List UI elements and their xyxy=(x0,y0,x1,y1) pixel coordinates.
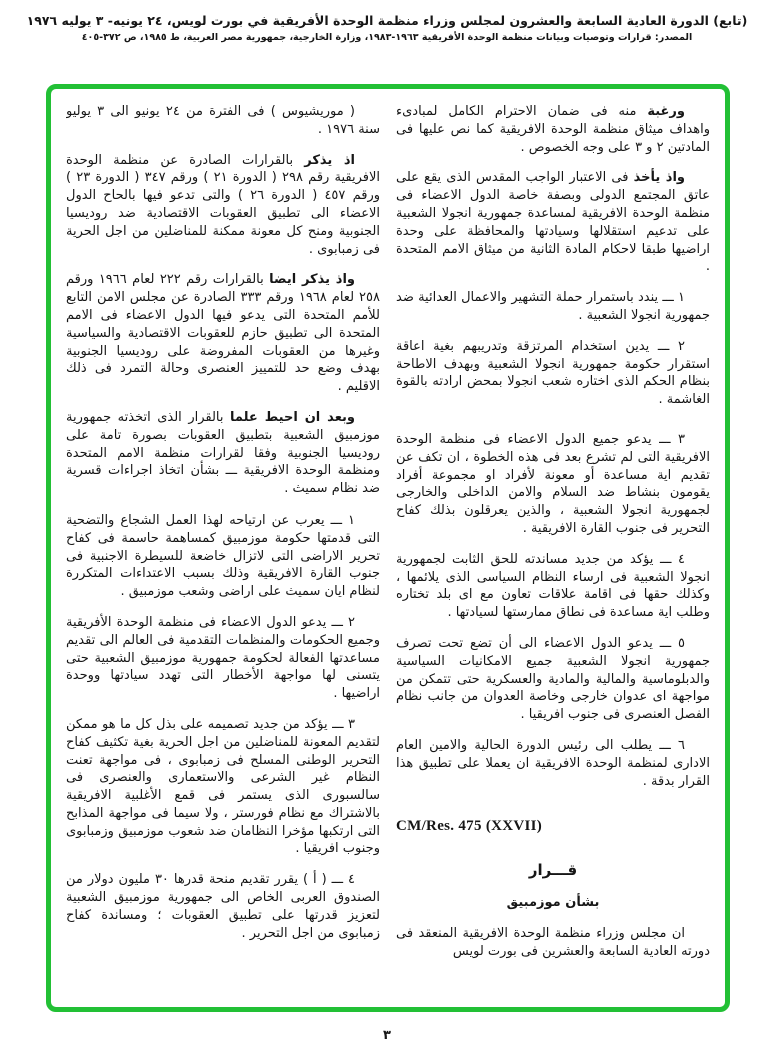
paragraph-noting-decision xyxy=(66,409,380,498)
paragraph-text: ٣ ـــ يدعو جميع الدول الاعضاء فى منظمة الوحدة الافريقية التى لم تشرع بعد فى هذه الخطوة ، ان تكف عن تقديم اية مساعدة أو معونة لأفراد او مجموعة أفراد يقومون بنشاط ضد السلام والامن الداخلى والخارجى لجمهورية انجولا الشعبية ، والذين يعرقلون بذلك كفاح التحرير فى جنوب القارة الافريقية . xyxy=(396,431,710,536)
paragraph-preamble-duty xyxy=(396,169,710,276)
paragraph-lead: اذ يذكر xyxy=(304,152,355,168)
paragraph-item-2 xyxy=(396,338,710,409)
column-left xyxy=(66,103,380,999)
paragraph-text: ١ ـــ يعرب عن ارتياحه لهذا العمل الشجاع والتضحية التى قدمتها حكومة موزمبيق كمساهمة حاسمة فى كفاح تحرير الاراضى التى لاتزال خاضعة للسيطرة الاجنبية فى جنوب القارة الافريقية وذلك بسبب الاعتداءات المتكررة لنظام ايان سميث على اراضى وشعب موزمبيق . xyxy=(66,512,380,600)
two-column-layout xyxy=(66,103,710,999)
header-session-title: (تابع) الدورة العادية السابعة والعشرون لمجلس وزراء منظمة الوحدة الأفريقية في بورت لويس، ٢٤ يونيه- ٣ يوليه ١٩٧٦ xyxy=(26,13,748,28)
paragraph-recalling-un xyxy=(66,271,380,396)
paragraph-item-3-left xyxy=(66,716,380,858)
content-frame xyxy=(46,84,730,1012)
paragraph-text: ٤ ـــ يؤكد من جديد مساندته للحق الثابت لجمهورية انجولا الشعبية فى ارساء النظام السياسى الذى يلائمها ، وكذلك حقها فى اقامة علاقات تعاون مع اى بلد تختاره وطلب اية مساعدة فى نطاق ممارستها لسيادتها . xyxy=(396,551,710,621)
paragraph-item-4-left xyxy=(66,871,380,942)
paragraph-recalling-oau xyxy=(66,152,380,259)
paragraph-mauritius-dates xyxy=(66,103,380,139)
paragraph-item-3 xyxy=(396,431,710,538)
paragraph-text: ٦ ـــ يطلب الى رئيس الدورة الحالية والامين العام الادارى لمنظمة الوحدة الافريقية ان يعملا على تطبيق هذا القرار بدقة . xyxy=(396,737,710,789)
paragraph-lead: واذ يذكر ايضا xyxy=(269,272,355,288)
paragraph-item-2-left xyxy=(66,614,380,703)
column-right xyxy=(396,103,710,999)
paragraph-lead: واذ يأخذ xyxy=(633,170,686,186)
paragraph-text: ( موريشيوس ) فى الفترة من ٢٤ يونيو الى ٣ يوليو سنة ١٩٧٦ . xyxy=(66,104,380,137)
resolution-subtitle: بشأن موزمبيق xyxy=(506,895,600,911)
header-source-line: المصدر: قرارات وتوصيات وبيانات منظمة الوحدة الأفريقية ١٩٦٣-١٩٨٣، وزارة الخارجية، جمهورية مصر العربية، ط ١٩٨٥، ص ٣٧٢-٤٠٥ xyxy=(81,32,693,43)
paragraph-lead: ورغبة xyxy=(647,104,685,119)
paragraph-text: ٤ ـــ ( أ ) يقرر تقديم منحة قدرها ٣٠ مليون دولار من الصندوق العربى الخاص الى جمهورية موزمبيق الشعبية لتعزيز قدرتها على تطبيق العقوبات ؛ ومساندة كفاح زمبابوى من اجل التحرير . xyxy=(66,872,380,941)
paragraph-text: بالقرار الذى اتخذته جمهورية موزمبيق الشعبية بتطبيق العقوبات بصورة تامة على روديسيا الجنوبية وفقا لقرارات منظمة الامم المتحدة ومنظمة الوحدة الافريقية ـــ بشأن اتخاذ اجراءات قسرية ضد نظام سميث . xyxy=(66,409,380,497)
paragraph-item-6 xyxy=(396,737,710,790)
page-number: ٣ xyxy=(383,1028,391,1043)
paragraph-council-opening xyxy=(396,925,710,961)
paragraph-text: ٣ ـــ يؤكد من جديد تصميمه على بذل كل ما هو ممكن لتقديم المعونة للمناضلين من اجل الحرية بغية تكثيف كفاح التحرير الوطنى المسلح فى زمبابوى ، فى مواجهة تعنت النظام غير الشرعى والاستعمارى والعنصرى فى سالسبورى الذى يستمر فى قمع الأغلبية الافريقية بالاشتراك مع نظام فورستر ، ولا سيما فى مواجهة المذابح التى ارتكبها مؤخرا النظامان ضد شعوب موزمبيق وزمبابوى وجنوب افريقيا . xyxy=(66,716,380,857)
paragraph-text: ١ ـــ يندد باستمرار حملة التشهير والاعمال العدائية ضد جمهورية انجولا الشعبية . xyxy=(396,290,710,323)
paragraph-text: بالقرارات رقم ٢٢٢ لعام ١٩٦٦ ورقم ٢٥٨ لعام ١٩٦٨ ورقم ٣٣٣ الصادرة عن مجلس الامن التابع للأمم المتحدة التى يدعو فيها الدول الاعضاء فى الامم المتحدة الى تطبيق حازم للعقوبات الاقتصادية والسياسية وغيرها من العقوبات المفروضة على روديسيا الجنوبية بهدف وضع حد للتمييز العنصرى وحالة التمرد فى ذلك الاقليم . xyxy=(66,272,380,395)
paragraph-item-4 xyxy=(396,551,710,622)
page-header xyxy=(0,0,774,43)
paragraph-text: فى الاعتبار الواجب المقدس الذى يقع على عاتق المجتمع الدولى وبصفة خاصة الدول الاعضاء فى منظمة الوحدة الافريقية لمساعدة جمهورية انجولا الشعبية على تدعيم استقلالها وسيادتها والمحافظة على وحدة اراضيها طبقا لاحكام المادة الثانية من ميثاق الامم المتحدة . xyxy=(396,170,710,275)
paragraph-text: ٥ ـــ يدعو الدول الاعضاء الى أن تضع تحت تصرف جمهورية انجولا الشعبية جميع الامكانيات السياسية والدبلوماسية والمالية والمادية والعسكرية حتى تتمكن من مواجهة اى عدوان خارجى وخاصة العدوان من جانب نظام الفصل العنصرى فى جنوب افريقيا . xyxy=(396,635,710,723)
paragraph-text: بالقرارات الصادرة عن منظمة الوحدة الافريقية رقم ٢٩٨ ( الدورة ٢١ ) ورقم ٣٤٧ ( الدورة ٢٣ ) ورقم ٤٥٧ ( الدورة ٢٦ ) والتى تدعو فيها بالحاح الدول الاعضاء الى تطبيق العقوبات الاقتصادية ضد روديسيا الجنوبية ومنح كل معونة ممكنة للمناضلين من اجل الحرية فى زمبابوى . xyxy=(66,152,381,257)
resolution-reference: CM/Res. 475 (XXVII) xyxy=(396,818,543,835)
paragraph-item-5 xyxy=(396,635,710,724)
paragraph-lead: وبعد ان احيط علما xyxy=(230,409,355,425)
paragraph-text: ان مجلس وزراء منظمة الوحدة الافريقية المنعقد فى دورته العادية السابعة والعشرين فى بورت لويس xyxy=(396,926,710,960)
resolution-title: قـــرار xyxy=(528,861,578,880)
paragraph-text: ٢ ـــ يدين استخدام المرتزقة وتدريبهم بغية اعاقة استقرار حكومة جمهورية انجولا الشعبية وبهدف الاطاحة بنظام الحكم الذى اختاره شعب انجولا بمحض ارادته بالقوة الغاشمة . xyxy=(396,338,710,408)
paragraph-text: ٢ ـــ يدعو الدول الاعضاء فى منظمة الوحدة الأفريقية وجميع الحكومات والمنظمات التقدمية فى العالم الى تقديم مساعدتها الفعالة لحكومة جمهورية موزمبيق الشعبية حتى يتسنى لها مواجهة الأخطار التى تهدد سيادتها ووحدة اراضيها . xyxy=(66,614,380,702)
paragraph-text: منه فى ضمان الاحترام الكامل لمبادىء واهداف ميثاق منظمة الوحدة الافريقية كما نص عليها فى المادتين ٢ و ٣ على وجه الخصوص . xyxy=(396,104,710,155)
paragraph-item-1-left xyxy=(66,512,380,601)
paragraph-preamble-respect xyxy=(396,103,710,156)
paragraph-item-1 xyxy=(396,289,710,325)
